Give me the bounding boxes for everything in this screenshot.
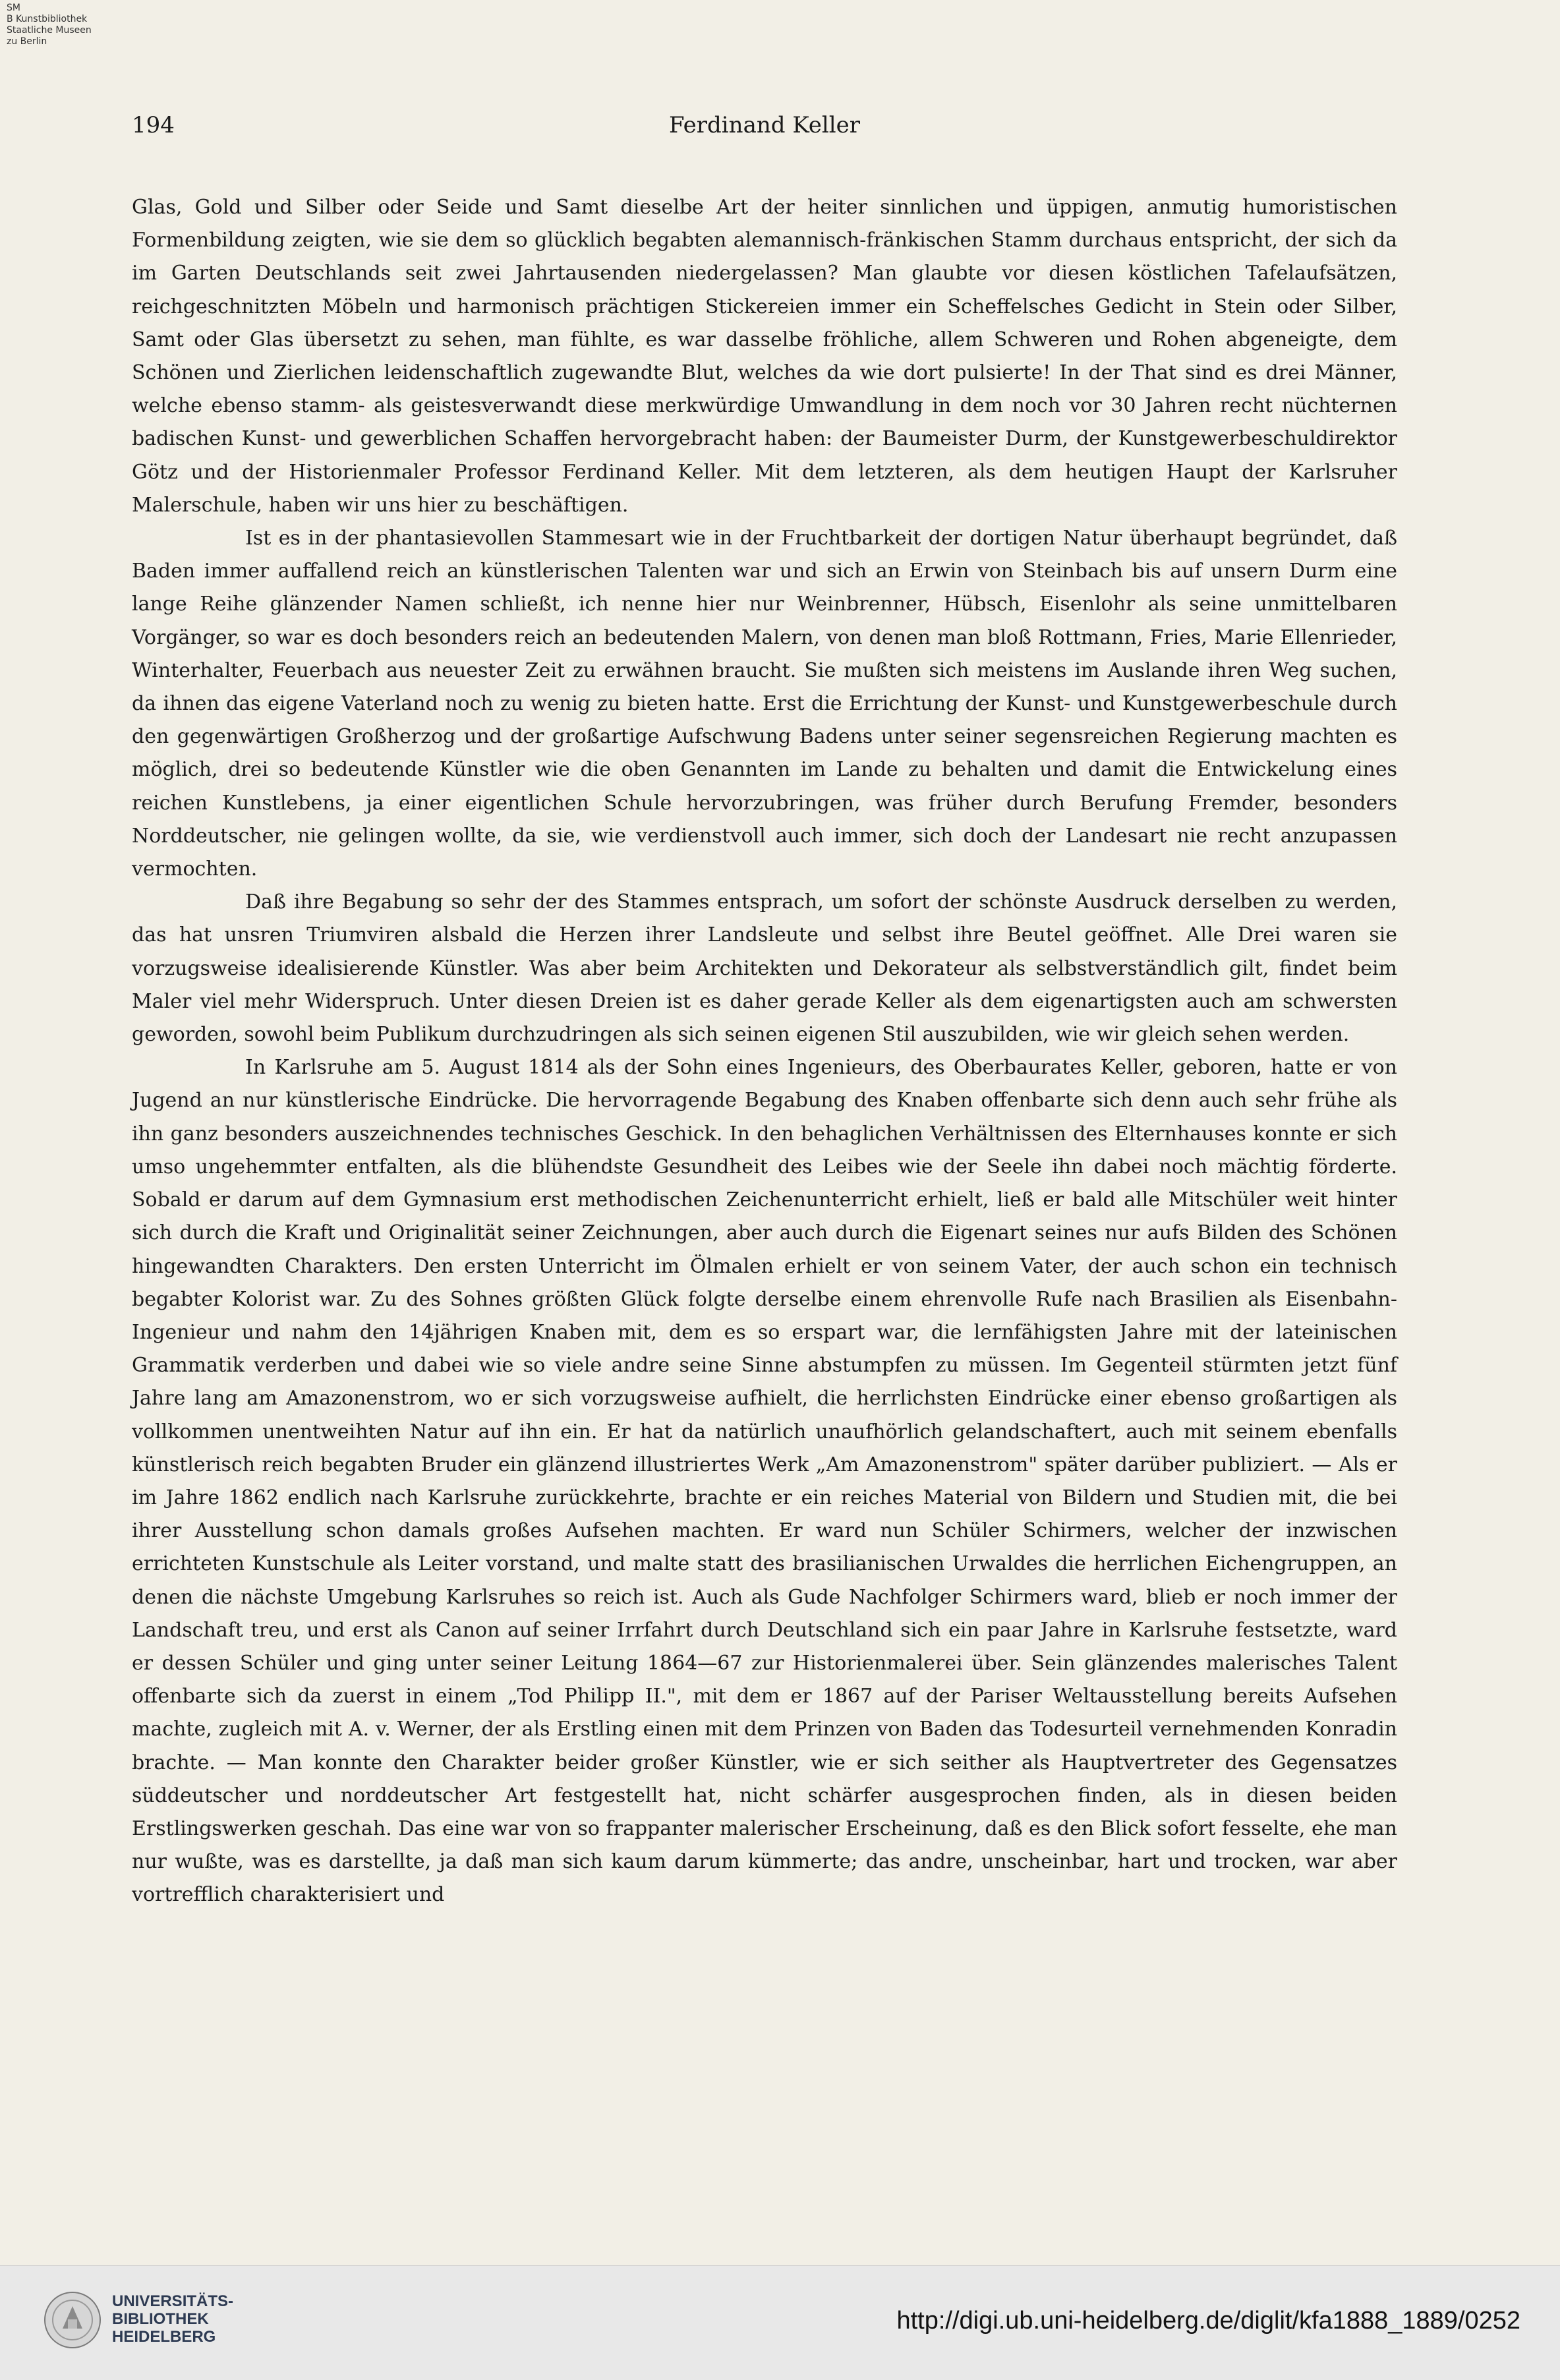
book-page	[132, 112, 1397, 2234]
library-stamp	[7, 3, 92, 47]
library-name-line: HEIDELBERG	[112, 2328, 216, 2346]
body-text	[132, 191, 1397, 1912]
stamp-line: zu Berlin	[7, 36, 47, 47]
page-number: 194	[132, 112, 175, 138]
running-head: Ferdinand Keller	[668, 112, 861, 138]
stamp-line: B Kunstbibliothek	[7, 14, 88, 24]
library-logo-text	[112, 2292, 233, 2346]
library-name-line: BIBLIOTHEK	[112, 2310, 209, 2328]
paragraph: Ist es in der phantasievollen Stammesart wie in der Fruchtbarkeit der dortigen Natur überhaupt begründet, daß Baden immer auffallend reich an künstlerischen Talenten war und sich an Erwin von Steinbach bis auf unsern Durm eine lange Reihe glänzender Namen schließt, ich nenne hier nur Weinbrenner, Hübsch, Eisenlohr als seine unmittelbaren Vorgänger, so war es doch besonders reich an bedeutenden Malern, von denen man bloß Rottmann, Fries, Marie Ellenrieder, Winterhalter, Feuerbach aus neuester Zeit zu erwähnen braucht. Sie mußten sich meistens im Auslande ihren Weg suchen, da ihnen das eigene Vaterland noch zu wenig zu bieten hatte. Erst die Errichtung der Kunst- und Kunstgewerbeschule durch den gegenwärtigen Großherzog und der großartige Aufschwung Badens unter seiner segensreichen Regierung machten es möglich, drei so bedeutende Künstler wie die oben Genannten im Lande zu behalten und damit die Entwickelung eines reichen Kunstlebens, ja einer eigentlichen Schule hervorzubringen, was früher durch Berufung Fremder, besonders Norddeutscher, nie gelingen wollte, da sie, wie verdienstvoll auch immer, sich doch der Landesart nie recht anzupassen vermochten.	[132, 527, 1397, 881]
viewer-footer	[0, 2265, 1560, 2380]
paragraph: Glas, Gold und Silber oder Seide und Samt dieselbe Art der heiter sinnlichen und üppigen, anmutig humoristischen Formenbildung zeigten, wie sie dem so glücklich begabten alemannisch-fränkischen Stamm durchaus entspricht, der sich da im Garten Deutschlands seit zwei Jahrtausenden niedergelassen? Man glaubte vor diesen köstlichen Tafelaufsätzen, reichgeschnitzten Möbeln und harmonisch prächtigen Stickereien immer ein Scheffelsches Gedicht in Stein oder Silber, Samt oder Glas übersetzt zu sehen, man fühlte, es war dasselbe fröhliche, allem Schweren und Rohen abgeneigte, dem Schönen und Zierlichen leidenschaftlich zugewandte Blut, welches da wie dort pulsierte! In der That sind es drei Männer, welche ebenso stamm- als geistesverwandt diese merkwürdige Umwandlung in dem noch vor 30 Jahren recht nüchternen badischen Kunst- und gewerblichen Schaffen hervorgebracht haben: der Baumeister Durm, der Kunstgewerbeschuldirektor Götz und der Historienmaler Professor Ferdinand Keller. Mit dem letzteren, als dem heutigen Haupt der Karlsruher Malerschule, haben wir uns hier zu beschäftigen.	[132, 196, 1397, 517]
permalink-url[interactable]: http://digi.ub.uni-heidelberg.de/diglit/kfa1888_1889/0252	[896, 2307, 1520, 2335]
stamp-line: SM	[7, 3, 20, 13]
paragraph: Daß ihre Begabung so sehr der des Stammes entsprach, um sofort der schönste Ausdruck derselben zu werden, das hat unsren Triumviren alsbald die Herzen ihrer Landsleute und selbst ihre Beutel geöffnet. Alle Drei waren sie vorzugsweise idealisierende Künstler. Was aber beim Architekten und Dekorateur als selbstverständlich gilt, findet beim Maler viel mehr Widerspruch. Unter diesen Dreien ist es daher gerade Keller als dem eigenartigsten auch am schwersten geworden, sowohl beim Publikum durchzudringen als sich seinen eigenen Stil auszubilden, wie wir gleich sehen werden.	[132, 890, 1397, 1047]
university-seal-icon	[43, 2290, 102, 2350]
stamp-line: Staatliche Museen	[7, 25, 92, 36]
page-header	[132, 112, 1397, 152]
paragraph: In Karlsruhe am 5. August 1814 als der Sohn eines Ingenieurs, des Oberbaurates Keller, geboren, hatte er von Jugend an nur künstlerische Eindrücke. Die hervorragende Begabung des Knaben offenbarte sich denn auch sehr frühe als ihn ganz besonders auszeichnendes technisches Geschick. In den behaglichen Verhältnissen des Elternhauses konnte er sich umso ungehemmter entfalten, als die blühendste Gesundheit des Leibes wie der Seele ihn dabei noch mächtig förderte. Sobald er darum auf dem Gymnasium erst methodischen Zeichenunterricht erhielt, ließ er bald alle Mitschüler weit hinter sich durch die Kraft und Originalität seiner Zeichnungen, aber auch durch die Eigenart seines nur aufs Bilden des Schönen hingewandten Charakters. Den ersten Unterricht im Ölmalen erhielt er von seinem Vater, der auch schon ein technisch begabter Kolorist war. Zu des Sohnes größten Glück folgte derselbe einem ehrenvolle Rufe nach Brasilien als Eisenbahn-Ingenieur und nahm den 14jährigen Knaben mit, dem es so erspart war, die lernfähigsten Jahre mit der lateinischen Grammatik verderben und dabei wie so viele andre seine Sinne abstumpfen zu müssen. Im Gegenteil stürmten jetzt fünf Jahre lang am Amazonenstrom, wo er sich vorzugsweise aufhielt, die herrlichsten Eindrücke einer ebenso großartigen als vollkommen unentweihten Natur auf ihn ein. Er hat da natürlich unaufhörlich gelandschaftert, auch mit seinem ebenfalls künstlerisch reich begabten Bruder ein glänzend illustriertes Werk „Am Amazonenstrom" später darüber publiziert. — Als er im Jahre 1862 endlich nach Karlsruhe zurückkehrte, brachte er ein reiches Material von Bildern und Studien mit, die bei ihrer Ausstellung schon damals großes Aufsehen machten. Er ward nun Schüler Schirmers, welcher der inzwischen errichteten Kunstschule als Leiter vorstand, und malte statt des brasilianischen Urwaldes die herrlichen Eichengruppen, an denen die nächste Umgebung Karlsruhes so reich ist. Auch als Gude Nachfolger Schirmers ward, blieb er noch immer der Landschaft treu, und erst als Canon auf seiner Irrfahrt durch Deutschland sich ein paar Jahre in Karlsruhe festsetzte, ward er dessen Schüler und ging unter seiner Leitung 1864—67 zur Historienmalerei über. Sein glänzendes malerisches Talent offenbarte sich da zuerst in einem „Tod Philipp II.", mit dem er 1867 auf der Pariser Weltausstellung bereits Aufsehen machte, zugleich mit A. v. Werner, der als Erstling einen mit dem Prinzen von Baden das Todesurteil vernehmenden Konradin brachte. — Man konnte den Charakter beider großer Künstler, wie er sich seither als Hauptvertreter des Gegensatzes süddeutscher und norddeutscher Art festgestellt hat, nicht schärfer ausgesprochen finden, als in diesen beiden Erstlingswerken geschah. Das eine war von so frappanter malerischer Erscheinung, daß es den Blick sofort fesselte, ehe man nur wußte, was es darstellte, ja daß man sich kaum darum kümmerte; das andre, unscheinbar, hart und trocken, war aber vortrefflich charakterisiert und	[132, 1056, 1397, 1907]
library-name-line: UNIVERSITÄTS-	[112, 2292, 234, 2310]
